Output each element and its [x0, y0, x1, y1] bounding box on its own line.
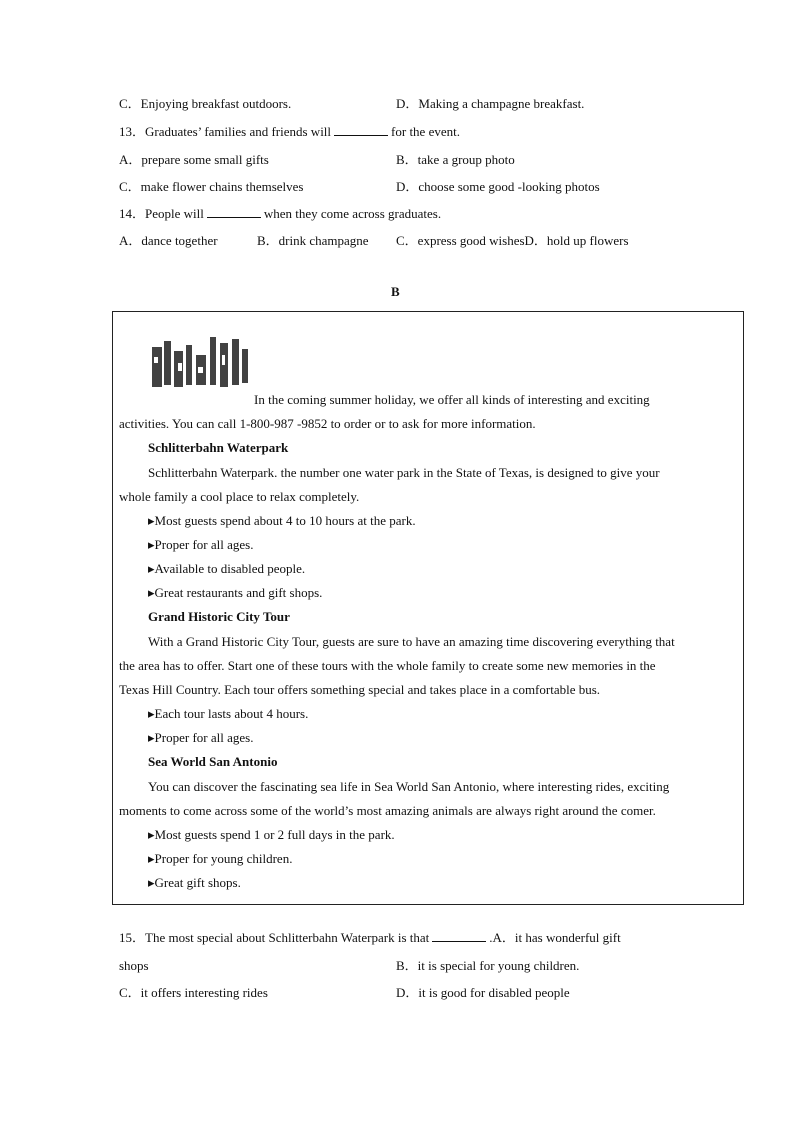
q14-option-c-d: C．express good wishesD．hold up flowers [396, 233, 629, 248]
q14-stem-end: when they come across graduates. [263, 206, 442, 221]
q12-option-d: D．Making a champagne breakfast. [396, 96, 585, 111]
city-tour-text-2: the area has to offer. Start one of these tours with the whole family to create some new memories in the [119, 658, 656, 673]
q13-option-d: D．choose some good -looking photos [396, 179, 600, 194]
bullet-text: Proper for all ages. [154, 537, 254, 552]
section-title-city-tour: Grand Historic City Tour [148, 609, 290, 624]
q14-stem-text: 14．People will [119, 206, 204, 221]
intro-line-2: activities. You can call 1-800-987 -9852 to order or to ask for more information. [119, 416, 536, 431]
section-title-sea-world: Sea World San Antonio [148, 754, 278, 769]
q13-stem [119, 123, 460, 141]
bullet-item [148, 874, 241, 892]
answer-blank [334, 124, 388, 136]
intro-line-1: In the coming summer holiday, we offer all kinds of interesting and exciting [254, 392, 650, 407]
section-label: B [391, 284, 400, 299]
answer-blank [432, 930, 486, 942]
bullet-item [148, 512, 416, 530]
bullet-text: Great restaurants and gift shops. [154, 585, 323, 600]
bullet-arrow-icon: ▸ [148, 537, 155, 552]
bullet-item [148, 705, 308, 723]
bullet-item [148, 850, 292, 868]
bullet-arrow-icon: ▸ [148, 730, 155, 745]
q15-option-a-continued: shops [119, 958, 149, 973]
bullet-item [148, 826, 395, 844]
bullet-text: Each tour lasts about 4 hours. [154, 706, 309, 721]
bullet-arrow-icon: ▸ [148, 561, 155, 576]
bullet-text: Proper for young children. [154, 851, 293, 866]
bullet-item [148, 729, 253, 747]
waterpark-text-1: Schlitterbahn Waterpark. the number one water park in the State of Texas, is designed to give your [148, 465, 660, 480]
bullet-text: Proper for all ages. [154, 730, 254, 745]
bullet-arrow-icon: ▸ [148, 875, 155, 890]
q15-stem [119, 929, 621, 947]
sea-world-text-2: moments to come across some of the world’s most amazing animals are always right around the comer. [119, 803, 656, 818]
q12-option-c: C．Enjoying breakfast outdoors. [119, 96, 292, 111]
bullet-arrow-icon: ▸ [148, 706, 155, 721]
sea-world-text-1: You can discover the fascinating sea life in Sea World San Antonio, where interesting rides, exciting [148, 779, 670, 794]
answer-blank [207, 206, 261, 218]
q13-stem-text: 13．Graduates’ families and friends will [119, 124, 332, 139]
q13-stem-end: for the event. [391, 124, 460, 139]
bullet-text: Available to disabled people. [154, 561, 306, 576]
section-title-waterpark: Schlitterbahn Waterpark [148, 440, 289, 455]
q15-option-c: C．it offers interesting rides [119, 985, 268, 1000]
bullet-text: Most guests spend 1 or 2 full days in the park. [154, 827, 395, 842]
q13-option-c: C．make flower chains themselves [119, 179, 304, 194]
q14-option-a: A．dance together [119, 233, 218, 248]
q15-option-b: B．it is special for young children. [396, 958, 580, 973]
q15-stem-text: 15．The most special about Schlitterbahn Waterpark is that [119, 930, 430, 945]
q13-option-a: A．prepare some small gifts [119, 152, 269, 167]
bullet-arrow-icon: ▸ [148, 585, 155, 600]
q15-option-d: D．it is good for disabled people [396, 985, 570, 1000]
city-tour-text-3: Texas Hill Country. Each tour offers something special and takes place in a comfortable bus. [119, 682, 601, 697]
crowd-sketch-image [148, 333, 252, 395]
q14-stem [119, 205, 441, 223]
bullet-arrow-icon: ▸ [148, 513, 155, 528]
q14-option-b: B．drink champagne [257, 233, 369, 248]
bullet-item [148, 536, 253, 554]
waterpark-text-2: whole family a cool place to relax completely. [119, 489, 360, 504]
q13-option-b: B．take a group photo [396, 152, 515, 167]
bullet-arrow-icon: ▸ [148, 851, 155, 866]
bullet-text: Great gift shops. [154, 875, 241, 890]
bullet-arrow-icon: ▸ [148, 827, 155, 842]
bullet-text: Most guests spend about 4 to 10 hours at the park. [154, 513, 416, 528]
bullet-item [148, 584, 322, 602]
q15-option-a: .A．it has wonderful gift [489, 930, 621, 945]
city-tour-text-1: With a Grand Historic City Tour, guests are sure to have an amazing time discovering everything that [148, 634, 675, 649]
bullet-item [148, 560, 305, 578]
